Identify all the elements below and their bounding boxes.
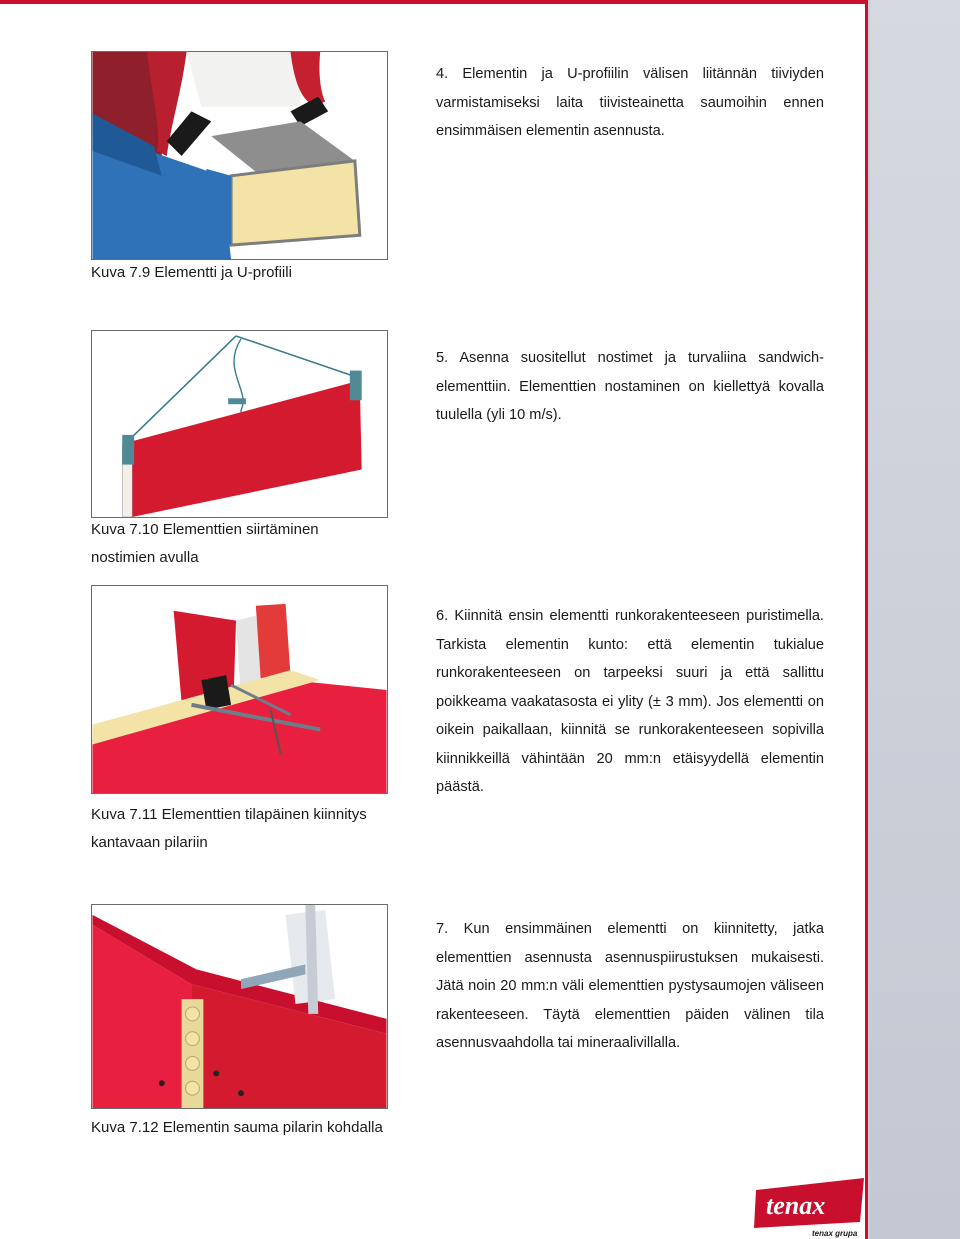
figure-7-10-image [91, 330, 388, 518]
logo-brand-text: tenax [766, 1191, 826, 1220]
step-7-number: 7. [436, 921, 449, 937]
step-5-number: 5. [436, 350, 449, 366]
temporary-fixing-illustration [92, 586, 387, 793]
step-5 [436, 344, 824, 430]
tenax-logo [752, 1176, 870, 1238]
page-margin-panel [870, 0, 960, 1239]
figure-7-11-caption-line-1: Kuva 7.11 Elementtien tilapäinen kiinnitys [91, 806, 367, 823]
step-7 [436, 915, 824, 1058]
figure-7-11-caption-line-2: kantavaan pilariin [91, 834, 208, 851]
logo-sub-text: tenax grupa [812, 1229, 858, 1238]
figure-7-11-image [91, 585, 388, 794]
step-6-text: Kiinnitä ensin elementti runkorakenteeseen puristimella. Tarkista elementin kunto: että elementin tukialue runkorakenteeseen on tarpeeksi suuri ja että sallittu poikkeama vaakatasosta ei ylity (± 3 mm). Jos elementti on oikein paikallaan, kiinnitä se runkorakenteeseen sopivilla kiinnikkeillä vähintään 20 mm:n etäisyydellä elementin päästä. [436, 608, 824, 795]
step-5-text: Asenna suositellut nostimet ja turvaliina sandwich-elementtiin. Elementtien nostaminen on kiellettyä kovalla tuulella (yli 10 m/s). [436, 350, 825, 423]
element-and-u-profile-illustration [92, 52, 387, 259]
figure-7-10-caption-line-1: Kuva 7.10 Elementtien siirtäminen [91, 521, 319, 538]
step-6 [436, 602, 824, 802]
figure-7-9-image [91, 51, 388, 260]
element-joint-at-column-illustration [92, 905, 387, 1108]
step-4-text: Elementin ja U-profiilin välisen liitännän tiiviyden varmistamiseksi laita tiivisteainetta saumoihin ennen ensimmäisen elementin asennusta. [436, 66, 824, 139]
step-4 [436, 60, 824, 146]
figure-7-9-caption: Kuva 7.9 Elementti ja U-profiili [91, 264, 292, 281]
step-4-number: 4. [436, 66, 449, 82]
figure-7-10-caption-line-2: nostimien avulla [91, 549, 199, 566]
step-7-text: Kun ensimmäinen elementti on kiinnitetty, jatka elementtien asennusta asennuspiirustuksen mukaisesti. Jätä noin 20 mm:n väli elementtien pystysaumojen väliseen rakenteeseen. Täytä elementtien päiden välinen tila asennusvaahdolla tai mineraalivillalla. [436, 921, 824, 1051]
figure-7-12-caption: Kuva 7.12 Elementin sauma pilarin kohdalla [91, 1119, 383, 1136]
figure-7-12-image [91, 904, 388, 1109]
step-6-number: 6. [436, 608, 449, 624]
lifting-elements-illustration [92, 331, 387, 517]
